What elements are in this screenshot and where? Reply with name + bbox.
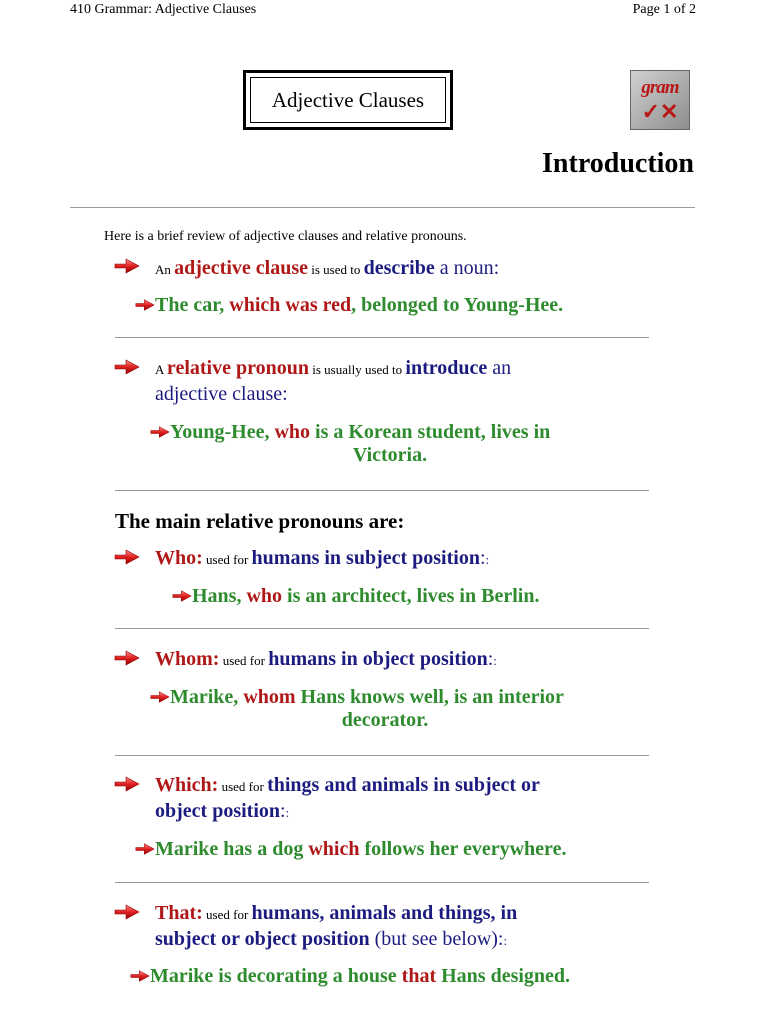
pronoun-highlight: whom: [243, 686, 296, 708]
text-part: Marike has a dog: [155, 838, 309, 860]
usage-highlight: object position: [155, 800, 280, 822]
text-part: an: [487, 357, 512, 379]
page-header-title: 410 Grammar: Adjective Clauses: [70, 2, 257, 17]
pronoun-highlight: which: [308, 838, 360, 860]
text-part: follows her everywhere.: [359, 838, 567, 860]
bullet-arrow-icon: [114, 258, 140, 274]
text-part: Hans designed.: [436, 965, 571, 987]
pronoun-highlight: who: [274, 421, 311, 443]
text-part: Young-Hee,: [170, 421, 275, 443]
bullet-arrow-icon: [114, 650, 140, 666]
example-sentence: [150, 686, 620, 732]
text-part: :: [493, 653, 497, 668]
divider: [70, 207, 695, 208]
title-box: [243, 70, 453, 130]
pronoun-term: Who:: [155, 547, 203, 569]
bullet-arrow-icon: [114, 359, 140, 375]
pronoun-term: Whom:: [155, 648, 220, 670]
text-part: A: [155, 362, 167, 377]
pronoun-term: Which:: [155, 774, 219, 796]
text-part: a noun:: [434, 257, 500, 279]
text-part: Hans knows well, is an interior: [295, 686, 564, 708]
text-part: :: [485, 552, 490, 567]
pronoun-highlight: that: [401, 965, 437, 987]
usage-highlight: humans, animals and things, in: [251, 902, 518, 924]
text-part: Marike,: [170, 686, 244, 708]
bullet-arrow-icon: [114, 549, 140, 565]
text-part: decorator.: [341, 709, 429, 731]
example-sentence: [135, 294, 563, 317]
text-part: The car,: [155, 294, 230, 316]
clause-highlight: which was red: [229, 294, 352, 316]
example-arrow-icon: [130, 969, 150, 983]
divider: [115, 628, 649, 629]
divider: [115, 490, 649, 491]
divider: [115, 337, 649, 338]
example-arrow-icon: [150, 690, 170, 704]
pronoun-that-cont: [155, 928, 507, 951]
example-sentence: [172, 585, 539, 608]
text-part: is used to: [308, 262, 364, 277]
text-part: Marike is decorating a house: [150, 965, 402, 987]
pronoun-that: [155, 902, 517, 925]
usage-highlight: humans in subject position: [251, 547, 480, 569]
intro-text: Here is a brief review of adjective clauses and relative pronouns.: [104, 229, 467, 244]
section-title: Introduction: [542, 148, 694, 179]
text-part: is a Korean student, lives in: [310, 421, 551, 443]
text-part: used for: [202, 552, 252, 567]
definition-line: [155, 357, 511, 380]
text-part: An: [155, 262, 175, 277]
pronoun-which-cont: [155, 800, 289, 823]
divider: [115, 755, 649, 756]
divider: [115, 882, 649, 883]
example-arrow-icon: [135, 842, 155, 856]
text-part: :: [479, 547, 486, 569]
text-part: used for: [219, 653, 269, 668]
term-highlight: adjective clause: [174, 257, 308, 279]
logo-check-cross-icon: ✓✕: [641, 99, 679, 124]
example-arrow-icon: [135, 298, 155, 312]
pronoun-highlight: who: [246, 585, 283, 607]
logo-word: gram: [641, 77, 679, 98]
main-heading: The main relative pronouns are:: [115, 509, 405, 533]
document-title: Adjective Clauses: [250, 77, 446, 123]
text-part: :: [280, 800, 286, 822]
gram-logo-icon: [630, 70, 690, 130]
verb-highlight: describe: [363, 257, 435, 279]
pronoun-whom: [155, 648, 497, 671]
definition-line-cont: adjective clause:: [155, 383, 288, 405]
text-part: used for: [202, 907, 252, 922]
verb-highlight: introduce: [405, 357, 488, 379]
page-number: Page 1 of 2: [632, 2, 696, 17]
example-sentence: [150, 421, 630, 467]
usage-highlight: things and animals in subject or: [267, 774, 540, 796]
text-part: :: [487, 648, 494, 670]
usage-highlight: humans in object position: [268, 648, 488, 670]
bullet-arrow-icon: [114, 904, 140, 920]
text-part: used for: [218, 779, 268, 794]
example-sentence: [130, 965, 570, 988]
text-part: :: [503, 933, 508, 948]
text-part: :: [285, 805, 290, 820]
text-part: , belonged to Young-Hee.: [351, 294, 564, 316]
usage-note: (but see below):: [369, 928, 504, 950]
pronoun-which: [155, 774, 540, 797]
pronoun-who: [155, 547, 489, 570]
pronoun-term: That:: [155, 902, 203, 924]
text-part: is an architect, lives in Berlin.: [282, 585, 540, 607]
usage-highlight: subject or object position: [155, 928, 370, 950]
example-sentence: [135, 838, 566, 861]
example-arrow-icon: [150, 425, 170, 439]
example-arrow-icon: [172, 589, 192, 603]
text-part: Victoria.: [352, 444, 428, 466]
definition-line: [155, 257, 499, 280]
text-part: is usually used to: [308, 362, 406, 377]
bullet-arrow-icon: [114, 776, 140, 792]
term-highlight: relative pronoun: [166, 357, 309, 379]
text-part: Hans,: [192, 585, 247, 607]
